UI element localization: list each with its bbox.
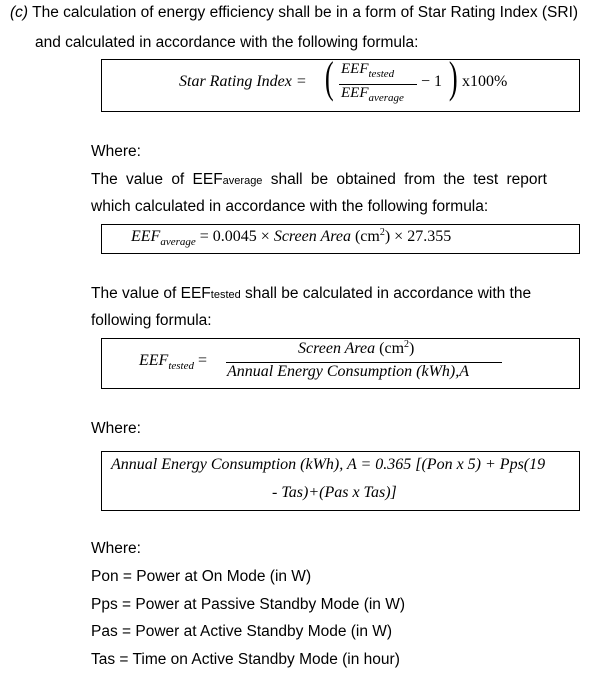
sri-lhs: Star Rating Index =	[179, 73, 307, 90]
aec-formula-line-1: Annual Energy Consumption (kWh), A = 0.365 [(Pon x 5) + Pps(19	[111, 456, 546, 473]
avg-sub: average	[222, 175, 263, 187]
intro-line-1	[10, 4, 578, 22]
sri-right-paren: )	[448, 53, 458, 102]
where-label-2: Where:	[91, 420, 141, 437]
tested-text-line-1: The value of EEFtested shall be calculated in accordance with the	[91, 285, 532, 302]
avg-text-line-2: which calculated in accordance with the following formula:	[91, 198, 489, 215]
where-label-1: Where:	[91, 143, 141, 160]
aec-formula-line-2: - Tas)+(Pas x Tas)]	[272, 484, 397, 501]
sri-denominator: $EEF_{average}$	[341, 85, 404, 104]
where-label-3: Where:	[91, 540, 141, 557]
sri-left-paren: (	[324, 53, 334, 102]
section-label: (c)	[10, 4, 29, 21]
tested-denominator: Annual Energy Consumption (kWh),A	[227, 363, 470, 380]
sri-minus-one: − 1	[421, 73, 443, 90]
intro-text-1: The calculation of energy efficiency shall be in a form of Star Rating Index (SRI)	[32, 4, 579, 21]
definition-pon: Pon = Power at On Mode (in W)	[91, 568, 312, 585]
sri-numerator: $EEF_{tested}$	[341, 61, 395, 80]
tested-lhs: $EEF_{tested}$ =	[139, 352, 208, 372]
tested-numerator: Screen Area $(cm^2)$	[298, 339, 415, 357]
definition-pps: Pps = Power at Passive Standby Mode (in W)	[91, 596, 406, 613]
avg-formula: $EEF_{average} = 0.0045$ × Screen Area $(cm^2) \times 27.355$	[131, 227, 452, 248]
sri-times-100: x100%	[462, 73, 508, 90]
definition-pas: Pas = Power at Active Standby Mode (in W)	[91, 623, 393, 640]
definition-tas: Tas = Time on Active Standby Mode (in hour)	[91, 651, 400, 668]
intro-line-2: and calculated in accordance with the following formula:	[35, 34, 419, 51]
tested-text-line-2: following formula:	[91, 312, 212, 329]
avg-text-line-1: The value of EEFaverage shall be obtained from the test report	[91, 171, 547, 188]
